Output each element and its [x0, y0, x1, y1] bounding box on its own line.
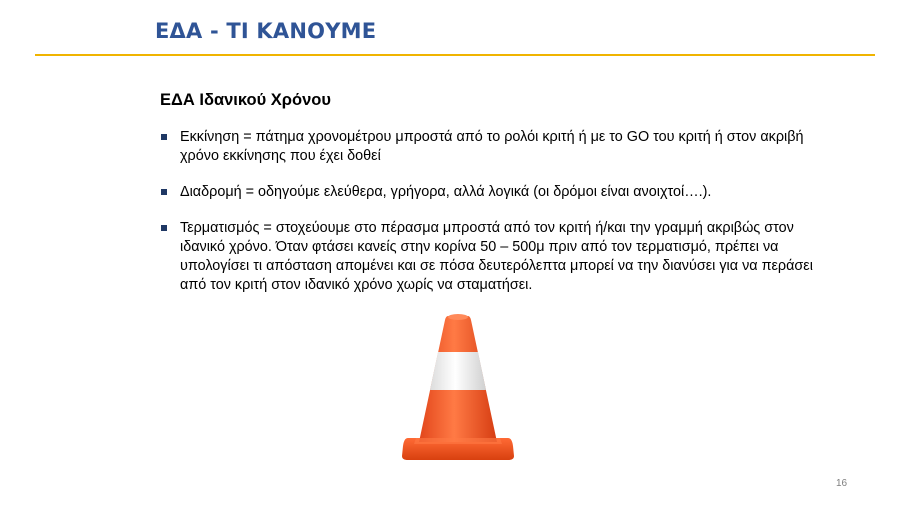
traffic-cone-image [386, 310, 530, 470]
bullet-text: Εκκίνηση = πάτημα χρονομέτρου μπροστά από το ρολόι κριτή ή με το GO του κριτή ή στον ακριβή χρόνο εκκίνησης που έχει δοθεί [180, 129, 804, 164]
bullet-text: Διαδρομή = οδηγούμε ελεύθερα, γρήγορα, αλλά λογικά (οι δρόμοι είναι ανοιχτοί….). [180, 184, 712, 200]
square-bullet-icon [161, 225, 167, 231]
page-number: 16 [836, 478, 848, 489]
section-heading: ΕΔΑ Ιδανικού Χρόνου [160, 91, 331, 109]
traffic-cone-icon [386, 310, 530, 470]
title-underline [35, 54, 875, 56]
bullet-item-route [160, 183, 840, 202]
bullet-text: Τερματισμός = στοχεύουμε στο πέρασμα μπροστά από τον κριτή ή/και την γραμμή ακριβώς στον ιδανικό χρόνο. Όταν φτάσει κανείς στην κορίνα 50 – 500μ πριν από τον τερματισμό, πρέπει να υπολογίσει τι απόσταση απομένει και σε πόσα δευτερόλεπτα μπορεί να την διανύσει για να περάσει από τον κριτή στον ιδανικό χρόνο χωρίς να σταματήσει. [180, 220, 813, 293]
bullet-item-start [160, 128, 840, 166]
bullet-item-finish [160, 219, 840, 295]
square-bullet-icon [161, 189, 167, 195]
bullet-list [160, 128, 840, 312]
slide-title: ΕΔΑ - ΤΙ ΚΑΝΟΥΜΕ [155, 19, 377, 43]
square-bullet-icon [161, 134, 167, 140]
